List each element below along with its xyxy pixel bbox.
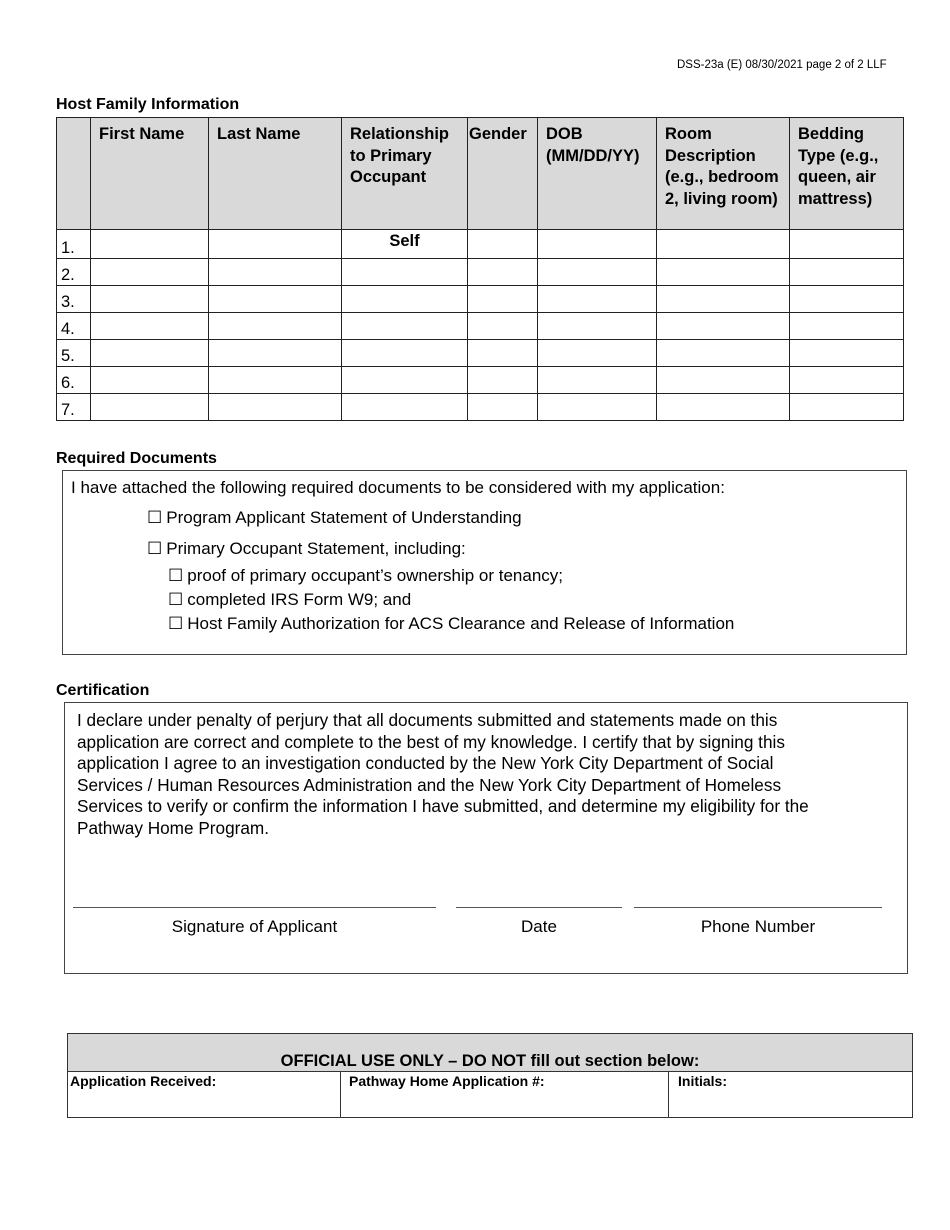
first-name-field[interactable] xyxy=(91,286,209,313)
application-received-label: Application Received: xyxy=(70,1073,217,1089)
table-row xyxy=(57,286,904,313)
gender-field[interactable] xyxy=(468,340,538,367)
col-header-room-description: Room Description (e.g., bedroom 2, living room) xyxy=(657,118,790,230)
relationship-field: Self xyxy=(342,230,468,259)
checkbox-label: completed IRS Form W9; and xyxy=(187,590,412,609)
dob-field[interactable] xyxy=(538,367,657,394)
relationship-field[interactable] xyxy=(342,259,468,286)
gender-field[interactable] xyxy=(468,367,538,394)
phone-label: Phone Number xyxy=(700,917,816,936)
relationship-field[interactable] xyxy=(342,394,468,421)
certification-line: I declare under penalty of perjury that all documents submitted and statements made on this xyxy=(77,710,778,730)
row-number: 5. xyxy=(57,340,91,367)
bedding-field[interactable] xyxy=(790,286,904,313)
table-row xyxy=(57,340,904,367)
initials-field xyxy=(669,1072,912,1117)
room-field[interactable] xyxy=(657,394,790,421)
application-received-field xyxy=(68,1072,341,1117)
col-header-first-name: First Name xyxy=(91,118,209,230)
first-name-field[interactable] xyxy=(91,259,209,286)
dob-field[interactable] xyxy=(538,259,657,286)
row-number: 3. xyxy=(57,286,91,313)
certification-line: application I agree to an investigation conducted by the New York City Department of Social xyxy=(77,753,774,774)
first-name-field[interactable] xyxy=(91,394,209,421)
checkbox-icon[interactable]: ☐ xyxy=(168,590,184,609)
initials-label: Initials: xyxy=(678,1073,728,1089)
dob-field[interactable] xyxy=(538,286,657,313)
dob-field[interactable] xyxy=(538,313,657,340)
row-number: 6. xyxy=(57,367,91,394)
checkbox-item-irs-w9[interactable] xyxy=(168,590,411,610)
required-documents-title: Required Documents xyxy=(56,450,217,467)
room-field[interactable] xyxy=(657,367,790,394)
col-header-gender: Gender xyxy=(468,118,538,230)
row-number: 1. xyxy=(57,230,91,259)
col-header-number xyxy=(57,118,91,230)
bedding-field[interactable] xyxy=(790,367,904,394)
first-name-field[interactable] xyxy=(91,313,209,340)
phone-line[interactable] xyxy=(634,907,882,908)
checkbox-label: Primary Occupant Statement, including: xyxy=(166,539,466,558)
checkbox-item-acs-clearance[interactable] xyxy=(168,614,734,634)
table-header-row xyxy=(57,118,904,230)
checkbox-icon[interactable]: ☐ xyxy=(147,539,163,558)
bedding-field[interactable] xyxy=(790,394,904,421)
certification-line: application are correct and complete to the best of my knowledge. I certify that by signing this xyxy=(77,731,785,752)
col-header-dob: DOB (MM/DD/YY) xyxy=(538,118,657,230)
gender-field[interactable] xyxy=(468,259,538,286)
checkbox-label: proof of primary occupant’s ownership or tenancy; xyxy=(187,566,564,585)
last-name-field[interactable] xyxy=(209,230,342,259)
room-field[interactable] xyxy=(657,286,790,313)
certification-title: Certification xyxy=(56,682,150,699)
row-number: 4. xyxy=(57,313,91,340)
room-field[interactable] xyxy=(657,313,790,340)
row-number: 2. xyxy=(57,259,91,286)
checkbox-label: Program Applicant Statement of Understanding xyxy=(166,508,522,527)
application-number-field xyxy=(341,1072,669,1117)
certification-line: Services / Human Resources Administration and the New York City Department of Homeless xyxy=(77,774,782,795)
room-field[interactable] xyxy=(657,230,790,259)
dob-field[interactable] xyxy=(538,394,657,421)
last-name-field[interactable] xyxy=(209,259,342,286)
first-name-field[interactable] xyxy=(91,340,209,367)
checkbox-item-applicant-statement[interactable] xyxy=(147,508,522,528)
signature-line[interactable] xyxy=(73,907,436,908)
date-line[interactable] xyxy=(456,907,622,908)
col-header-last-name: Last Name xyxy=(209,118,342,230)
last-name-field[interactable] xyxy=(209,286,342,313)
bedding-field[interactable] xyxy=(790,313,904,340)
room-field[interactable] xyxy=(657,340,790,367)
table-row xyxy=(57,313,904,340)
signature-label: Signature of Applicant xyxy=(171,917,338,936)
checkbox-label: Host Family Authorization for ACS Clearance and Release of Information xyxy=(187,614,735,633)
host-family-title: Host Family Information xyxy=(56,96,240,113)
required-documents-box xyxy=(62,470,907,655)
bedding-field[interactable] xyxy=(790,259,904,286)
checkbox-icon[interactable]: ☐ xyxy=(168,566,184,585)
host-family-table xyxy=(56,117,904,421)
gender-field[interactable] xyxy=(468,313,538,340)
gender-field[interactable] xyxy=(468,286,538,313)
bedding-field[interactable] xyxy=(790,340,904,367)
first-name-field[interactable] xyxy=(91,367,209,394)
certification-statement xyxy=(77,710,897,840)
table-row xyxy=(57,394,904,421)
checkbox-item-primary-occupant-statement[interactable] xyxy=(147,539,466,559)
last-name-field[interactable] xyxy=(209,367,342,394)
date-label: Date xyxy=(521,917,557,936)
room-field[interactable] xyxy=(657,259,790,286)
checkbox-icon[interactable]: ☐ xyxy=(168,614,184,633)
relationship-field[interactable] xyxy=(342,340,468,367)
last-name-field[interactable] xyxy=(209,313,342,340)
col-header-relationship: Relationship to Primary Occupant xyxy=(342,118,468,230)
dob-field[interactable] xyxy=(538,340,657,367)
checkbox-item-proof-ownership[interactable] xyxy=(168,566,563,586)
official-use-box xyxy=(67,1033,913,1118)
certification-line: Pathway Home Program. xyxy=(77,817,269,838)
last-name-field[interactable] xyxy=(209,394,342,421)
row-number: 7. xyxy=(57,394,91,421)
table-row xyxy=(57,259,904,286)
relationship-field[interactable] xyxy=(342,367,468,394)
gender-field[interactable] xyxy=(468,230,538,259)
bedding-field[interactable] xyxy=(790,230,904,259)
checkbox-icon[interactable]: ☐ xyxy=(147,508,163,527)
certification-box xyxy=(64,702,908,974)
col-header-bedding-type: Bedding Type (e.g., queen, air mattress) xyxy=(790,118,904,230)
form-id: DSS-23a (E) 08/30/2021 page 2 of 2 LLF xyxy=(677,59,887,71)
dob-field[interactable] xyxy=(538,230,657,259)
table-row xyxy=(57,367,904,394)
relationship-field[interactable] xyxy=(342,313,468,340)
certification-line: Services to verify or confirm the information I have submitted, and determine my eligibility for the xyxy=(77,796,809,817)
table-row xyxy=(57,230,904,259)
relationship-field[interactable] xyxy=(342,286,468,313)
gender-field[interactable] xyxy=(468,394,538,421)
official-use-title: OFFICIAL USE ONLY – DO NOT fill out section below: xyxy=(68,1034,912,1072)
application-number-label: Pathway Home Application #: xyxy=(349,1073,545,1089)
required-documents-intro: I have attached the following required documents to be considered with my application: xyxy=(71,478,725,497)
first-name-field[interactable] xyxy=(91,230,209,259)
last-name-field[interactable] xyxy=(209,340,342,367)
